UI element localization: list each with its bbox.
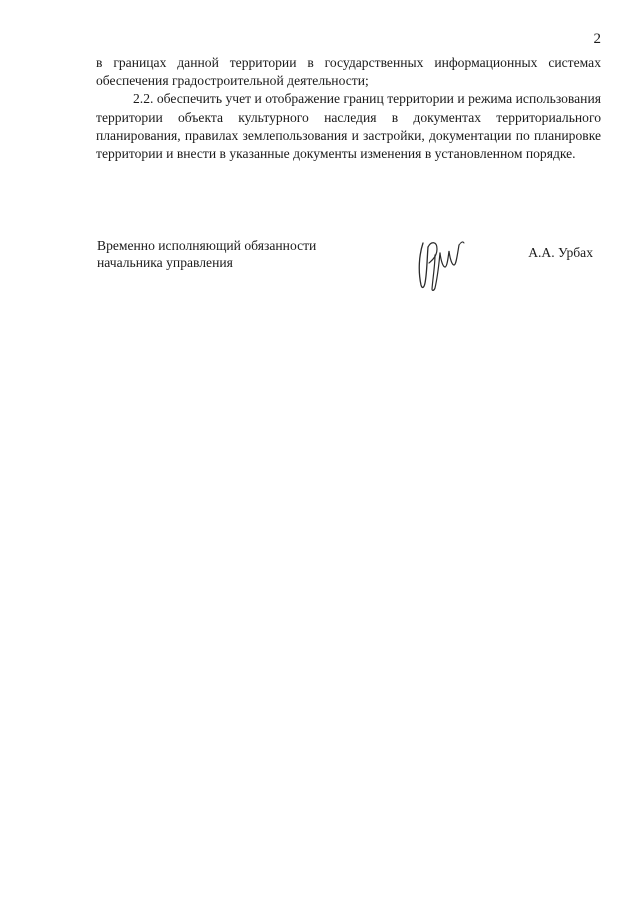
paragraph-clause-2-2: 2.2. обеспечить учет и отображение границ территории и режима использования территории объекта культурного наследия в документах территориального планирования, правилах землепользования и застройки, документации по планировке территории и внести в указанные документы изменения в установленном порядке.	[96, 91, 601, 162]
page-number: 2	[593, 31, 601, 47]
document-body	[96, 54, 601, 163]
paragraph-continuation: в границах данной территории в государственных информационных системах обеспечения градостроительной деятельности;	[96, 55, 601, 89]
signatory-title	[97, 237, 316, 271]
handwritten-signature-icon	[415, 233, 465, 293]
signatory-title-line-2: начальника управления	[97, 255, 233, 270]
signatory-name: А.А. Урбах	[528, 245, 593, 260]
signatory-title-line-1: Временно исполняющий обязанности	[97, 238, 317, 253]
signature-block	[97, 237, 602, 297]
